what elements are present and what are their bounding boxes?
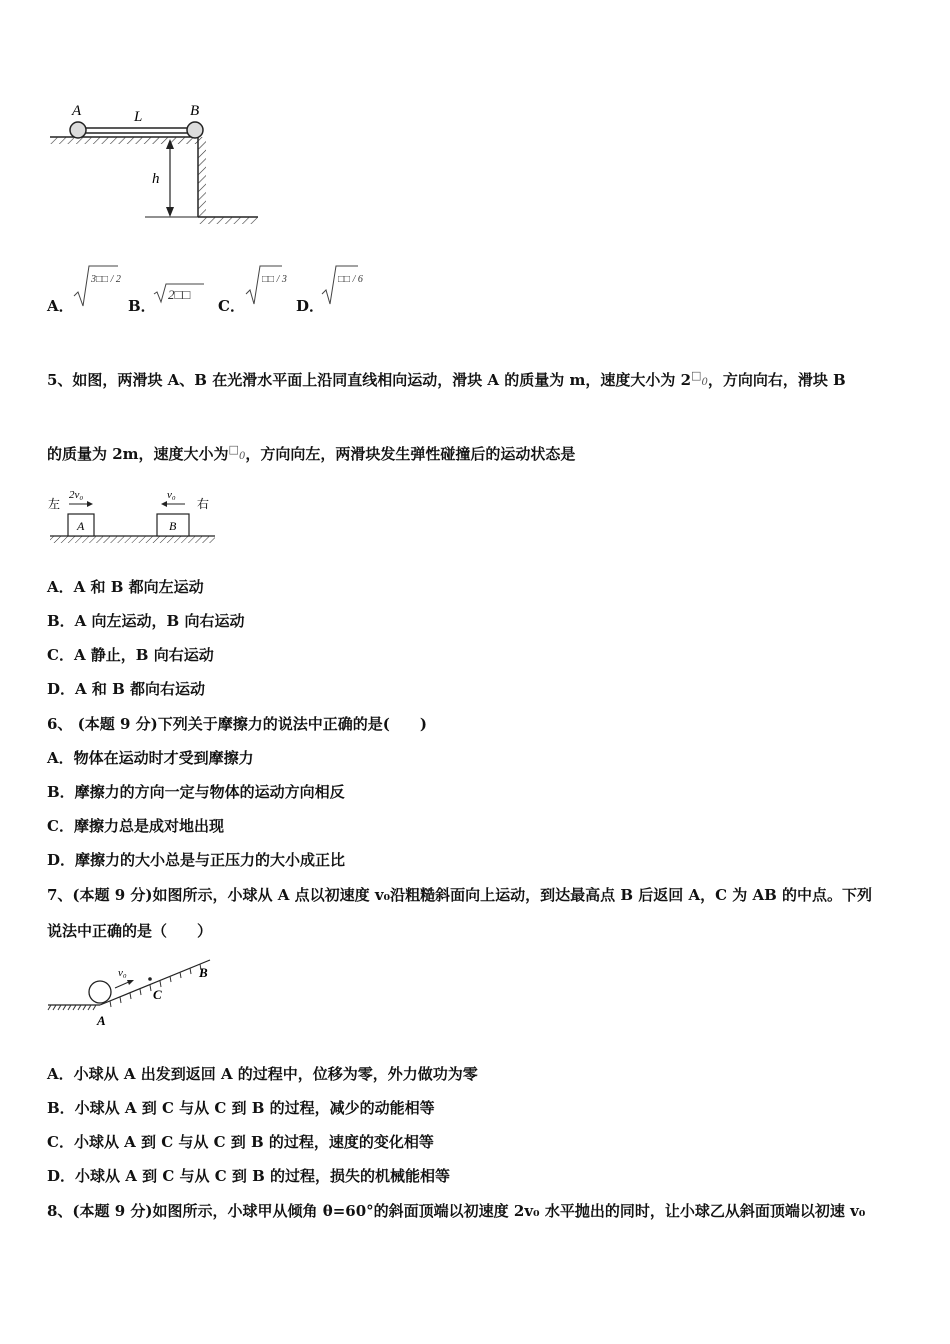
label-right: 右 <box>197 497 210 511</box>
label-c: C <box>153 987 162 1002</box>
v0-subscript: 0 <box>701 377 708 388</box>
q7-stem-line-2: 说法中正确的是（ ） <box>47 922 213 940</box>
svg-text:□□ / 3: □□ / 3 <box>262 274 287 285</box>
figure-sliders <box>45 488 220 550</box>
q6-stem: 6、 (本题 9 分)下列关于摩擦力的说法中正确的是( ) <box>47 715 427 733</box>
v0-placeholder-glyph: □ <box>691 369 702 382</box>
q7-option-d[interactable]: D．小球从 A 到 C 与从 C 到 B 的过程，损失的机械能相等 <box>47 1167 450 1185</box>
label-va: 2v₀ <box>69 489 84 501</box>
v0-subscript: 0 <box>238 451 246 462</box>
q4-option-c-formula <box>244 262 287 308</box>
q8-stem-line-1: 8、(本题 9 分)如图所示，小球甲从倾角 θ=60°的斜面顶端以初速度 2v₀ 水平抛出的同时，让小球乙从斜面顶端以初速 v₀ <box>47 1202 866 1220</box>
label-a: A <box>72 103 82 119</box>
label-vb: v₀ <box>167 489 176 501</box>
point-c <box>148 977 152 981</box>
svg-text:□□ / 6: □□ / 6 <box>338 274 363 285</box>
q5-option-a[interactable]: A．A 和 B 都向左运动 <box>47 578 204 596</box>
q7-option-a[interactable]: A．小球从 A 出发到返回 A 的过程中，位移为零，外力做功为零 <box>47 1065 478 1083</box>
q4-option-c-label[interactable]: C． <box>218 297 245 315</box>
q4-option-d-label[interactable]: D． <box>296 297 325 315</box>
q4-option-a-formula <box>72 262 120 310</box>
label-b: B <box>199 965 208 980</box>
q6-option-b[interactable]: B．摩擦力的方向一定与物体的运动方向相反 <box>47 783 345 801</box>
label-l: L <box>134 109 143 125</box>
label-h: h <box>152 171 160 187</box>
label-a: A <box>97 1013 106 1028</box>
q4-option-d-formula <box>320 262 363 308</box>
q4-option-b-label[interactable]: B． <box>128 297 156 315</box>
q4-option-b-formula <box>152 282 206 306</box>
q7-option-b[interactable]: B．小球从 A 到 C 与从 C 到 B 的过程，减少的动能相等 <box>47 1099 435 1117</box>
ball-a <box>70 122 86 138</box>
q5-option-d[interactable]: D．A 和 B 都向右运动 <box>47 680 205 698</box>
q7-stem-line-1: 7、(本题 9 分)如图所示，小球从 A 点以初速度 v₀沿粗糙斜面向上运动，到达最高点 B 后返回 A，C 为 AB 的中点。下列 <box>47 886 873 904</box>
q6-option-c[interactable]: C．摩擦力总是成对地出现 <box>47 817 224 835</box>
svg-text:3□□ / 2: 3□□ / 2 <box>91 274 121 285</box>
svg-text:A: A <box>77 519 85 533</box>
q5-option-b[interactable]: B．A 向左运动，B 向右运动 <box>47 612 245 630</box>
label-v0: v₀ <box>118 967 127 979</box>
ball-b <box>187 122 203 138</box>
figure-ledge <box>40 95 270 235</box>
q6-option-d[interactable]: D．摩擦力的大小总是与正压力的大小成正比 <box>47 851 346 869</box>
q5-option-c[interactable]: C．A 静止，B 向右运动 <box>47 646 214 664</box>
q4-option-a-label[interactable]: A． <box>47 297 74 315</box>
q5-stem-line-2: 的质量为 2m，速度大小为□0，方向向左，两滑块发生弹性碰撞后的运动状态是 <box>47 443 576 463</box>
figure-incline <box>45 955 225 1030</box>
label-b: B <box>190 103 200 119</box>
ball <box>89 981 111 1003</box>
label-left: 左 <box>48 497 61 511</box>
v0-placeholder-glyph: □ <box>228 443 239 456</box>
svg-text:B: B <box>169 519 177 533</box>
q7-option-c[interactable]: C．小球从 A 到 C 与从 C 到 B 的过程，速度的变化相等 <box>47 1133 434 1151</box>
svg-text:2□□: 2□□ <box>168 287 191 302</box>
q5-stem-line-1: 5、如图，两滑块 A、B 在光滑水平面上沿同直线相向运动，滑块 A 的质量为 m，速度大小为 2□0，方向向右，滑块 B <box>47 369 846 389</box>
q6-option-a[interactable]: A．物体在运动时才受到摩擦力 <box>47 749 254 767</box>
